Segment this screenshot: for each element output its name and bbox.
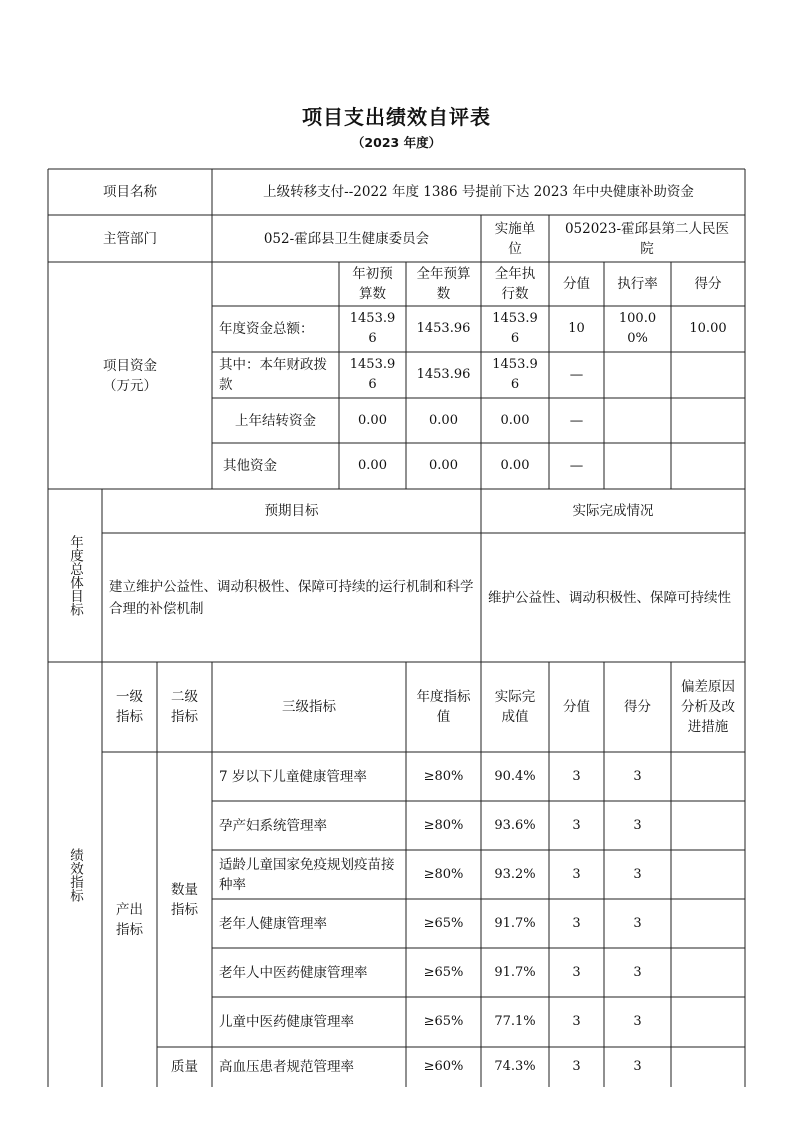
ind-level2-quantity: 数量指标	[171, 881, 198, 918]
funds-row-value: 10	[568, 321, 585, 336]
indicators-label: 绩效指标	[67, 847, 83, 902]
ind-row-actual: 90.4%	[494, 768, 536, 784]
funds-row-label: 上年结转资金	[235, 412, 316, 429]
funds-row-annual: 1453.96	[416, 321, 471, 336]
funds-row-value: —	[569, 458, 584, 474]
ind-row-score: 3	[633, 817, 642, 833]
ind-row-target: ≥80%	[423, 768, 464, 784]
funds-header-initial: 年初预算数	[352, 266, 393, 302]
funds-header-exec-rate: 执行率	[617, 276, 658, 292]
funds-row-label: 其中：本年财政拨款	[219, 357, 327, 393]
funds-row-exec: 1453.96	[492, 357, 538, 392]
funds-header-exec: 全年执行数	[494, 266, 536, 302]
funds-row-label: 年度资金总额：	[219, 321, 314, 337]
ind-row-score: 3	[633, 915, 642, 931]
funds-row-label	[212, 443, 339, 489]
ind-row-actual: 77.1%	[494, 1014, 536, 1029]
ind-row-value: 3	[572, 1014, 581, 1029]
ind-row-name: 儿童中医药健康管理率	[219, 1014, 354, 1030]
funds-header-score: 得分	[694, 276, 722, 292]
ind-row-name: 高血压患者规范管理率	[219, 1059, 354, 1075]
ind-row-target: ≥60%	[423, 1059, 464, 1074]
impl-unit-label: 实施单位	[494, 220, 536, 257]
ind-row-actual: 93.2%	[494, 866, 536, 882]
project-name-label: 项目名称	[103, 184, 157, 200]
funds-row-value: —	[569, 367, 584, 383]
ind-header-value: 分值	[563, 699, 590, 715]
goals-label: 年度总体目标	[67, 535, 83, 616]
goals-expected-header: 预期目标	[264, 503, 319, 519]
ind-row-actual: 91.7%	[494, 915, 536, 931]
ind-row-score: 3	[633, 1014, 642, 1029]
ind-row-target: ≥80%	[423, 817, 464, 833]
funds-row-initial: 0.00	[358, 412, 387, 428]
ind-row-target: ≥65%	[423, 964, 464, 980]
ind-row-actual: 74.3%	[494, 1059, 536, 1074]
ind-row-value: 3	[572, 866, 581, 882]
goals-actual-text: 维护公益性、调动积极性、保障可持续性	[488, 589, 731, 606]
dept-value: 052-霍邱县卫生健康委员会	[263, 230, 430, 247]
ind-header-score: 得分	[624, 699, 651, 715]
ind-header-level3: 三级指标	[282, 699, 336, 715]
page-subtitle: （2023 年度）	[351, 135, 442, 150]
ind-header-level2: 二级指标	[171, 689, 198, 725]
funds-header-annual: 全年预算数	[416, 266, 471, 302]
ind-row-target: ≥65%	[423, 915, 464, 931]
funds-row-annual: 0.00	[429, 412, 458, 428]
ind-header-level1: 一级指标	[116, 689, 143, 725]
ind-row-value: 3	[572, 915, 581, 931]
ind-row-value: 3	[572, 964, 581, 980]
ind-row-name: 孕产妇系统管理率	[219, 817, 327, 834]
project-name-value: 上级转移支付--2022 年度 1386 号提前下达 2023 年中央健康补助资金	[263, 184, 694, 200]
ind-row-name: 老年人健康管理率	[219, 915, 327, 932]
ind-row-score: 3	[633, 964, 642, 980]
ind-header-deviation: 偏差原因分析及改进措施	[681, 679, 735, 735]
funds-row-value: —	[569, 412, 584, 429]
dept-label: 主管部门	[103, 230, 157, 247]
ind-row-actual: 91.7%	[494, 964, 536, 980]
ind-header-target: 年度指标值	[416, 689, 471, 725]
funds-row-rate: 100.00%	[618, 311, 657, 346]
funds-row-exec: 0.00	[500, 458, 530, 473]
funds-row-label-text: 其他资金	[223, 458, 277, 474]
ind-row-name: 老年人中医药健康管理率	[219, 964, 368, 981]
funds-row-initial: 0.00	[358, 458, 387, 473]
ind-row-value: 3	[572, 817, 581, 833]
ind-level2-quality: 质量	[171, 1059, 198, 1075]
ind-row-score: 3	[633, 768, 642, 784]
funds-row-initial: 1453.96	[349, 311, 396, 346]
funds-header-score-value: 分值	[563, 276, 590, 292]
ind-row-name: 适龄儿童国家免疫规划疫苗接种率	[219, 856, 395, 893]
ind-row-score: 3	[633, 866, 642, 882]
ind-row-name: 7 岁以下儿童健康管理率	[219, 768, 367, 785]
goals-expected-text: 建立维护公益性、调动积极性、保障可持续的运行机制和科学合理的补偿机制	[109, 578, 474, 617]
ind-row-target: ≥65%	[423, 1014, 464, 1029]
ind-level1-output: 产出指标	[116, 901, 143, 938]
ind-header-actual: 实际完成值	[494, 689, 536, 725]
ind-row-actual: 93.6%	[494, 817, 536, 833]
goals-actual-header: 实际完成情况	[572, 503, 654, 519]
funds-row-score: 10.00	[689, 321, 727, 336]
funds-row-initial: 1453.96	[349, 357, 396, 392]
impl-unit-value: 052023-霍邱县第二人民医院	[564, 220, 730, 257]
funds-row-annual: 1453.96	[416, 367, 471, 382]
funds-row-exec: 0.00	[500, 412, 530, 428]
funds-label: 项目资金（万元）	[103, 357, 157, 394]
page-title: 项目支出绩效自评表	[302, 105, 491, 129]
ind-row-score: 3	[633, 1059, 642, 1074]
ind-row-target: ≥80%	[423, 866, 464, 882]
funds-row-exec: 1453.96	[492, 311, 538, 346]
ind-row-value: 3	[572, 1059, 581, 1074]
funds-row-annual: 0.00	[429, 458, 458, 473]
ind-row-value: 3	[572, 768, 581, 784]
